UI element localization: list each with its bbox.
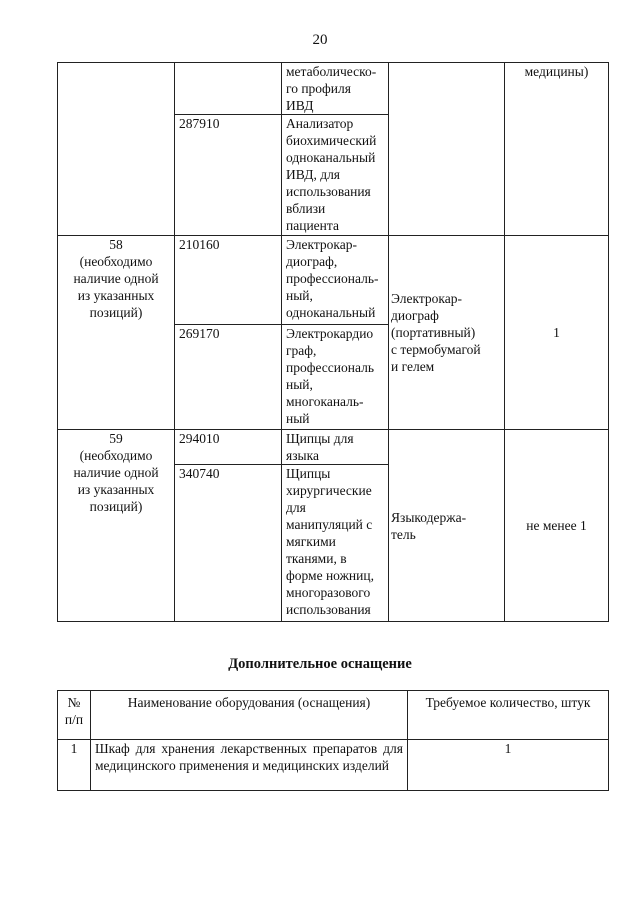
col-header-name: Наименование оборудования (оснащения) [91,691,408,740]
section-title: Дополнительное оснащение [228,656,412,672]
table-row [58,63,609,115]
quantity-cell: медицины) [505,63,609,236]
col-header-number: № п/п [58,691,91,740]
col-header-quantity: Требуемое количество, штук [408,691,609,740]
table-header-row [58,691,609,740]
code-cell [175,63,282,115]
code-cell: 269170 [175,325,282,430]
equipment-cell [389,63,505,236]
name-cell: Электрокардио граф, профессиональ ный, многоканаль- ный [282,325,389,430]
quantity-cell: не менее 1 [505,430,609,622]
name-cell: Щипцы хирургические для манипуляций с мягкими тканями, в форме ножниц, многоразового использования [282,465,389,622]
group-cell [58,63,175,236]
code-cell: 210160 [175,236,282,325]
table-row [58,430,609,465]
row-name: Шкаф для хранения лекарственных препаратов для медицинского применения и медицинских изделий [91,740,408,791]
row-quantity: 1 [408,740,609,791]
code-cell: 294010 [175,430,282,465]
group-cell: 59 (необходимо наличие одной из указанных позиций) [58,430,175,622]
name-cell: Электрокар- диограф, профессиональ- ный, одноканальный [282,236,389,325]
page-number: 20 [312,32,328,48]
equipment-table [57,62,609,622]
table-row [58,740,609,791]
row-number: 1 [58,740,91,791]
code-cell: 287910 [175,115,282,236]
quantity-cell: 1 [505,236,609,430]
name-cell: Анализатор биохимический одноканальный ИВД, для использования вблизи пациента [282,115,389,236]
name-cell: метаболическо- го профиля ИВД [282,63,389,115]
code-cell: 340740 [175,465,282,622]
name-cell: Щипцы для языка [282,430,389,465]
equipment-cell: Электрокар- диограф (портативный) с термобумагой и гелем [389,236,505,430]
additional-equipment-table [57,690,609,791]
equipment-cell: Языкодержа- тель [389,430,505,622]
table-row [58,236,609,325]
group-cell: 58 (необходимо наличие одной из указанных позиций) [58,236,175,430]
